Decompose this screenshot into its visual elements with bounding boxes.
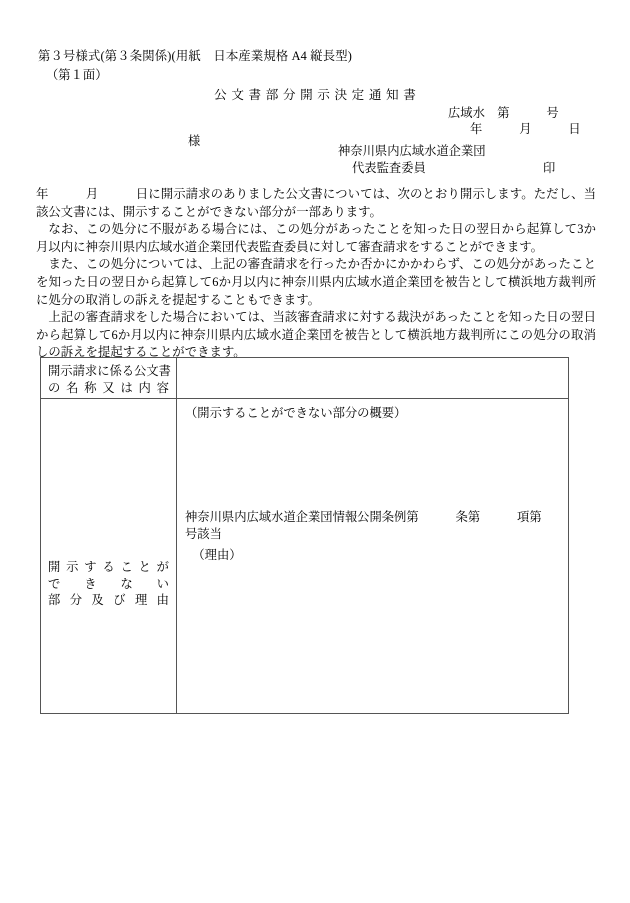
label-char: び bbox=[113, 593, 126, 607]
ordinance-citation: 神奈川県内広域水道企業団情報公開条例第 条第 項第 号該当 bbox=[185, 510, 579, 541]
reason-label: （理由） bbox=[192, 548, 242, 562]
label-char: 開 bbox=[48, 560, 61, 574]
label-char: な bbox=[120, 576, 133, 591]
paragraph-administrative-review: なお、この処分に不服がある場合には、この処分があったことを知った日の翌日から起算して3か月以内に神奈川県内広域水道企業団代表監査委員に対して審査請求をすることができます。 bbox=[36, 222, 596, 254]
table-row-withheld-parts bbox=[41, 399, 569, 714]
label-char: の bbox=[48, 380, 61, 395]
label-line-3 bbox=[48, 592, 169, 609]
label-char: 理 bbox=[134, 593, 148, 607]
label-line-2 bbox=[48, 380, 169, 397]
paragraph-disclosure-notice: 年 月 日に開示請求のありました公文書については、次のとおり開示します。ただし、当該公文書には、開示することができない部分が一部あります。 bbox=[36, 187, 596, 219]
table-value-withheld-parts[interactable] bbox=[177, 399, 579, 714]
disclosure-table bbox=[40, 357, 579, 714]
table-label-document-name bbox=[41, 358, 177, 399]
page-title: 公文書部分開示決定通知書 bbox=[214, 88, 421, 102]
form-id-line: 第３号様式(第３条関係)(用紙 日本産業規格 A4 縦長型) bbox=[38, 49, 353, 63]
label-char: す bbox=[84, 560, 97, 574]
label-char: で bbox=[48, 576, 61, 591]
document-name-entry bbox=[177, 358, 568, 364]
label-char: 内 bbox=[138, 380, 151, 395]
paragraph-revocation-suit: また、この処分については、上記の審査請求を行ったか否かにかかわらず、この処分があったことを知った日の翌日から起算して6か月以内に神奈川県内広域水道企業団を被告として横浜地方裁判所に処分の取消しの訴えを提起することもできます。 bbox=[36, 257, 596, 307]
label-char: 示 bbox=[66, 560, 79, 574]
document-number: 広域水 第 号 bbox=[448, 106, 559, 120]
label-char: 部 bbox=[48, 593, 61, 607]
table-value-document-name[interactable] bbox=[177, 358, 569, 399]
issuer-title: 代表監査委員 bbox=[352, 161, 426, 175]
label-char: い bbox=[156, 576, 169, 591]
label-char: る bbox=[102, 560, 115, 574]
label-char: と bbox=[138, 560, 151, 574]
label-char: 及 bbox=[91, 593, 104, 607]
paragraph-post-review-suit: 上記の審査請求をした場合においては、当該審査請求に対する裁決があったことを知った日の翌日から起算して6か月以内に神奈川県内広域水道企業団を被告として横浜地方裁判所にこの処分の取消しの訴えを提起することができます。 bbox=[36, 310, 596, 360]
withheld-summary-entry-area[interactable] bbox=[185, 422, 560, 509]
label-char: 名 bbox=[66, 380, 79, 395]
label-char: 容 bbox=[156, 380, 169, 395]
label-char: が bbox=[156, 560, 169, 574]
label-line-1: 開示請求に係る公文書 bbox=[48, 364, 171, 378]
label-char: こ bbox=[120, 560, 133, 574]
form-page-label: （第１面） bbox=[46, 68, 108, 82]
label-char: 称 bbox=[84, 380, 97, 395]
label-line-2 bbox=[48, 576, 169, 593]
table-row-document-name bbox=[41, 358, 569, 399]
label-char: は bbox=[120, 380, 133, 395]
document-date: 年 月 日 bbox=[470, 122, 581, 136]
table-label-withheld-parts bbox=[41, 399, 177, 714]
seal-mark: 印 bbox=[543, 161, 556, 175]
label-char: き bbox=[84, 576, 97, 591]
label-char: 又 bbox=[102, 380, 115, 395]
body-text bbox=[36, 186, 596, 362]
withheld-summary-heading: （開示することができない部分の概要） bbox=[185, 406, 407, 420]
issuer-organization: 神奈川県内広域水道企業団 bbox=[338, 144, 486, 158]
addressee-honorific: 様 bbox=[188, 134, 201, 148]
label-line-1 bbox=[48, 559, 169, 576]
label-char: 分 bbox=[69, 593, 83, 607]
label-char: 由 bbox=[156, 593, 169, 607]
